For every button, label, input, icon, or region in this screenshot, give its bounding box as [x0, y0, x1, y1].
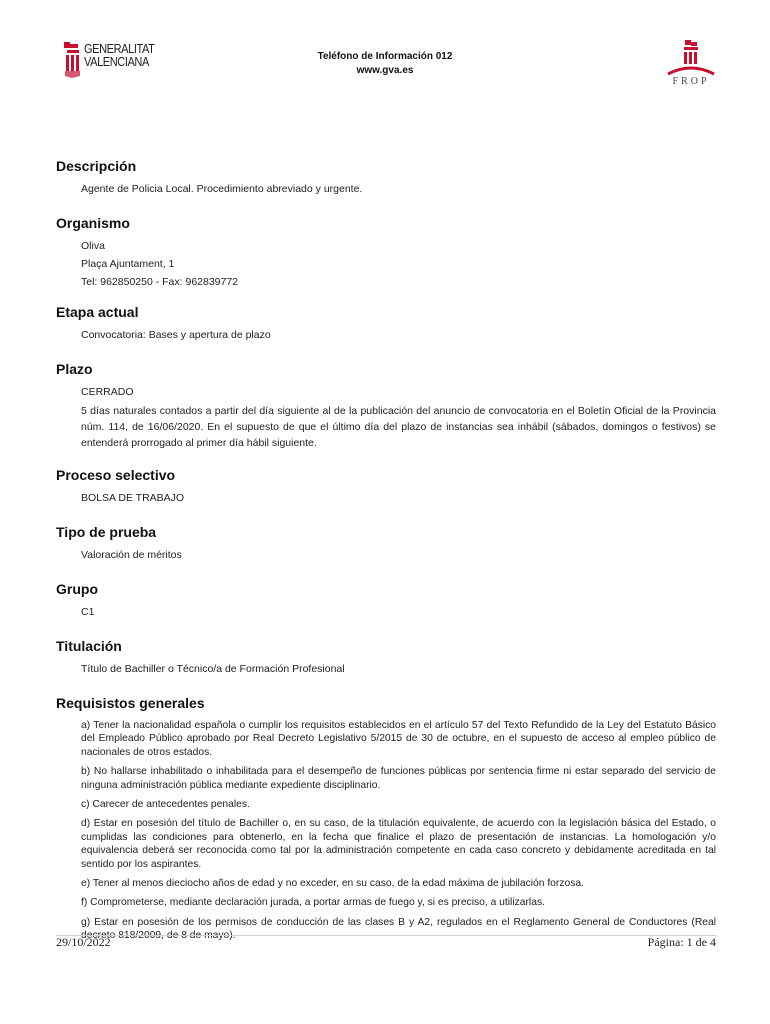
- requisito-item: a) Tener la nacionalidad española o cumplir los requisitos establecidos en el artículo 57 del Texto Refundido de la Ley del Estatuto Básico del Empleado Público aprobado por Real Decreto Legislativo 5/2015 de 30 de octubre, en el supuesto de acceso al empleo público de nacionales de otros estados.: [81, 720, 716, 758]
- organismo-contact: Tel: 962850250 - Fax: 962839772: [81, 276, 239, 288]
- requisito-item: g) Estar en posesión de los permisos de conducción de las clases B y A2, regulados en el Reglamento General de Conductores (Real decreto 818/2009, de 8 de mayo).: [81, 916, 716, 942]
- phone-info: Teléfono de Información 012: [317, 51, 453, 62]
- plazo-status: CERRADO: [81, 386, 134, 398]
- section-organismo: [56, 215, 716, 290]
- plazo-text: 5 días naturales contados a partir del día siguiente al de la publicación del anuncio de convocatoria en el Boletín Oficial de la Provincia núm. 114, de 16/06/2020. En el supuesto de que el último día del plazo de instancias sea inhábil (sábados, domingos o festivos) se entenderá prorrogado al primer día hábil siguiente.: [81, 405, 716, 449]
- section-text: Convocatoria: Bases y apertura de plazo: [81, 329, 271, 341]
- section-title: Tipo de prueba: [56, 524, 157, 540]
- section-text: Agente de Policia Local. Procedimiento abreviado y urgente.: [81, 183, 363, 195]
- document-content: [56, 158, 716, 949]
- section-title: Grupo: [56, 581, 98, 597]
- section-title: Organismo: [56, 215, 130, 231]
- footer-date: 29/10/2022: [56, 935, 111, 949]
- generalitat-logo-text: GENERALITAT VALENCIANA: [84, 41, 155, 69]
- section-requisitos: [56, 695, 716, 943]
- organismo-address: Plaça Ajuntament, 1: [81, 258, 175, 270]
- section-title: Plazo: [56, 361, 93, 377]
- section-title: Etapa actual: [56, 304, 139, 320]
- website-link[interactable]: www.gva.es: [356, 65, 414, 76]
- organismo-name: Oliva: [81, 240, 105, 252]
- section-text: BOLSA DE TRABAJO: [81, 492, 185, 504]
- section-grupo: [56, 581, 716, 620]
- requisito-item: f) Comprometerse, mediante declaración jurada, a portar armas de fuego y, si es preciso, a utilizarlas.: [81, 897, 545, 909]
- requisito-item: e) Tener al menos dieciocho años de edad y no exceder, en su caso, de la edad máxima de jubilación forzosa.: [81, 878, 584, 890]
- section-plazo: [56, 361, 716, 451]
- frop-text: FROP: [672, 76, 710, 87]
- section-text: Valoración de méritos: [81, 549, 182, 561]
- section-proceso: [56, 467, 716, 506]
- section-title: Requisistos generales: [56, 695, 205, 711]
- requisito-item: d) Estar en posesión del título de Bachiller o, en su caso, de la titulación equivalente, de acuerdo con la legislación básica del Estado, o cumplidas las condiciones para obtenerlo, en la fecha que finalice el plazo de presentación de instancias. La homologación y/o equivalencia deberá ser reconocida como tal por la administración competente en cada caso concreto y debidamente acreditada en tal sentido por los aspirantes.: [81, 818, 716, 870]
- requisito-item: b) No hallarse inhabilitado o inhabilitada para el desempeño de funciones públicas por sentencia firme ni estar separado del servicio de ninguna administración pública mediante expediente disciplinario.: [81, 766, 716, 791]
- section-titulacion: [56, 638, 716, 677]
- header-info: [0, 50, 770, 78]
- section-tipo-prueba: [56, 524, 716, 563]
- requisito-item: c) Carecer de antecedentes penales.: [81, 799, 250, 811]
- footer-page-number: Página: 1 de 4: [647, 935, 716, 949]
- section-title: Descripción: [56, 158, 137, 174]
- section-title: Titulación: [56, 638, 122, 654]
- page-header: [0, 0, 770, 100]
- footer-divider: [56, 935, 716, 936]
- section-title: Proceso selectivo: [56, 467, 176, 483]
- section-text: C1: [81, 606, 95, 618]
- section-text: Título de Bachiller o Técnico/a de Formación Profesional: [81, 663, 345, 675]
- section-descripcion: [56, 158, 716, 197]
- section-etapa: [56, 304, 716, 343]
